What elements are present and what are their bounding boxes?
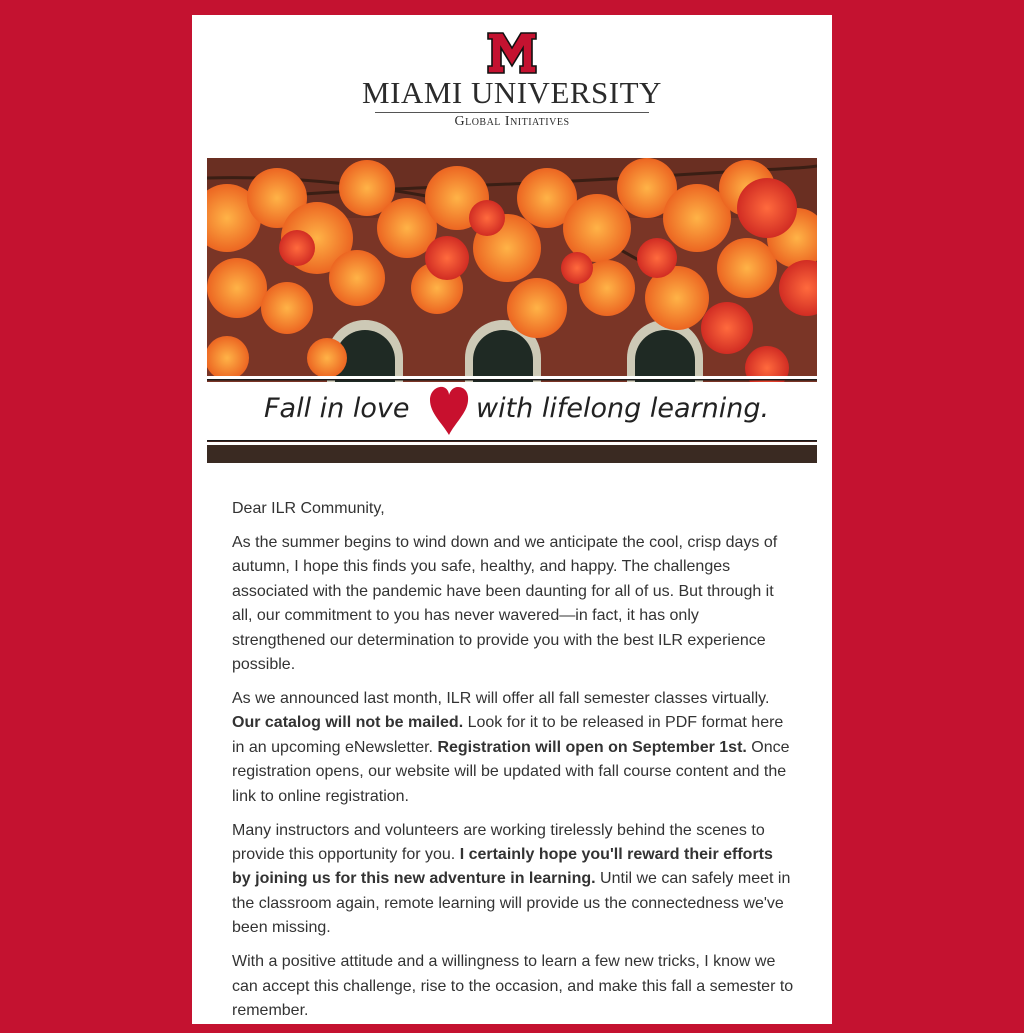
call-to-action: I certainly hope you'll reward their efforts by joining us for this new adventure in learning. (232, 846, 773, 888)
department-name: Global Initiatives (454, 114, 570, 129)
greeting: Dear ILR Community, (232, 500, 385, 517)
logo-divider (375, 112, 649, 113)
university-logo[interactable] (192, 32, 832, 132)
tagline-left: Fall in love (264, 393, 410, 424)
university-name: MIAMI UNIVERSITY (362, 75, 662, 110)
heart-icon (428, 385, 470, 437)
registration-date: Registration will open on September 1st. (437, 738, 747, 756)
miami-m-logo-icon (486, 32, 538, 74)
catalog-notice: Our catalog will not be mailed. (232, 714, 464, 732)
hero-banner (207, 158, 817, 463)
paragraph-4: With a positive attitude and a willingness to learn a few new tricks, I know we can accept this challenge, rise to the occasion, and make this fall a semester to remember. (232, 953, 794, 1020)
newsletter-sheet (192, 15, 832, 1024)
letter-body (232, 497, 794, 1033)
paragraph-1: As the summer begins to wind down and we anticipate the cool, crisp days of autumn, I hope this finds you safe, healthy, and happy. The challenges associated with the pandemic have been daunting for all of us. But through it all, our commitment to you has never wavered—in fact, it has only strengthened our determination to provide you with the best ILR experience possible. (232, 534, 778, 674)
hero-tagline (207, 390, 817, 430)
tagline-right: with lifelong learning. (476, 393, 770, 424)
paragraph-2: As we announced last month, ILR will offer all fall semester classes virtually. Our catalog will not be mailed. Look for it to be released in PDF format here in an upcoming eNewsletter. Registration will open on September 1st. Once registration opens, our website will be updated with fall course content and the link to online registration. (232, 690, 790, 805)
paragraph-3: Many instructors and volunteers are working tirelessly behind the scenes to provide this opportunity for you. I certainly hope you'll reward their efforts by joining us for this new adventure in learning. Until we can safely meet in the classroom again, remote learning will provide us the connectedness we've been missing. (232, 821, 791, 937)
